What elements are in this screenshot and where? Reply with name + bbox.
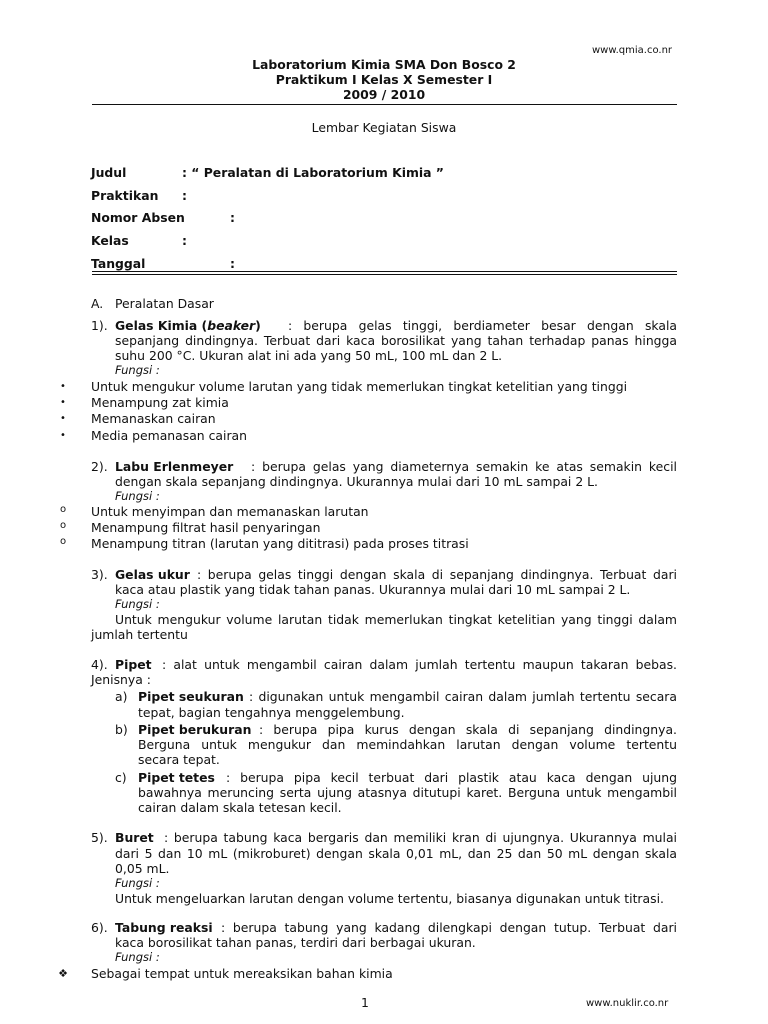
form-divider-top: [92, 271, 677, 272]
bullet-dot: •: [60, 381, 66, 392]
fungsi-label: Fungsi :: [115, 876, 160, 890]
sublist-label-a: a): [115, 689, 128, 704]
form-label-kelas: Kelas: [91, 233, 129, 248]
item-name-pipet: Pipet: [115, 657, 152, 672]
doc-subtitle: Lembar Kegiatan Siswa: [311, 120, 457, 135]
form-divider-bottom: [92, 274, 677, 275]
pipet-desc-line2: Jenisnya :: [91, 672, 151, 687]
tabung-desc-line2: kaca borosilikat tahan panas, terdiri dari berbagai ukuran.: [115, 935, 476, 950]
fungsi-label: Fungsi :: [115, 950, 160, 964]
buret-desc-line3: 0,05 mL.: [115, 861, 170, 876]
doc-title-line1: Laboratorium Kimia SMA Don Bosco 2: [252, 57, 516, 72]
pipet-c-line1: : berupa pipa kecil terbuat dari plastik atau kaca dengan ujung: [226, 770, 677, 785]
pipet-a-line1: : digunakan untuk mengambil cairan dalam jumlah tertentu secara: [249, 689, 677, 704]
fungsi-label: Fungsi :: [115, 363, 160, 377]
buret-desc-line2: dari 5 dan 10 mL (mikroburet) dengan skala 0,01 mL, dan 25 dan 50 mL dengan skala: [115, 846, 677, 861]
fungsi-label: Fungsi :: [115, 597, 160, 611]
page-number: 1: [361, 995, 369, 1010]
list-item: Menampung titran (larutan yang dititrasi) pada proses titrasi: [91, 536, 469, 551]
pipet-a-line2: tepat, bagian tengahnya menggelembung.: [138, 705, 405, 720]
doc-title-line3: 2009 / 2010: [342, 87, 426, 102]
item-number: 3).: [91, 567, 108, 582]
form-colon-kelas: :: [182, 233, 187, 248]
item-name-pipet-berukuran: Pipet berukuran: [138, 722, 252, 737]
item-name-pipet-seukuran: Pipet seukuran: [138, 689, 244, 704]
item-number: 5).: [91, 830, 108, 845]
site-url-top: www.qmia.co.nr: [592, 45, 673, 56]
bullet-circle: o: [59, 520, 67, 531]
gelas-desc-line2: sepanjang dindingnya. Terbuat dari kaca borosilikat yang tahan terhadap panas hingga: [115, 333, 677, 348]
fungsi-label: Fungsi :: [115, 489, 160, 503]
ukur-desc-line2: kaca atau plastik yang tidak tahan panas. Ukurannya mulai dari 10 mL sampai 2 L.: [115, 582, 631, 597]
sublist-label-c: c): [115, 770, 127, 785]
header-divider: [92, 104, 677, 105]
form-label-praktikan: Praktikan: [91, 188, 159, 203]
pipet-c-line2: bawahnya meruncing serta ujung atasnya ditutupi karet. Berguna untuk mengambil: [138, 785, 677, 800]
list-item: Memanaskan cairan: [91, 411, 216, 426]
item-name-buret: Buret: [115, 830, 154, 845]
pipet-b-line2: Berguna untuk mengukur dan memindahkan larutan dengan volume tertentu: [138, 737, 677, 752]
item-name-tabung-reaksi: Tabung reaksi: [115, 920, 213, 935]
labu-desc-line1: : berupa gelas yang diameternya semakin ke atas semakin kecil: [251, 459, 677, 474]
list-item: Sebagai tempat untuk mereaksikan bahan kimia: [91, 966, 393, 981]
bullet-circle: o: [59, 504, 67, 515]
item-name-gelas-ukur: Gelas ukur: [115, 567, 190, 582]
list-item: Media pemanasan cairan: [91, 428, 247, 443]
item-name-labu-erlenmeyer: Labu Erlenmeyer: [115, 459, 234, 474]
form-colon-tanggal: :: [230, 256, 235, 271]
item-name-gelas-kimia: Gelas Kimia (beaker): [115, 318, 261, 333]
form-colon-praktikan: :: [182, 188, 187, 203]
item-number: 4).: [91, 657, 108, 672]
pipet-b-line1: : berupa pipa kurus dengan skala di sepanjang dindingnya.: [259, 722, 677, 737]
pipet-c-line3: cairan dalam skala tetesan kecil.: [138, 800, 342, 815]
ukur-fungsi-line2: jumlah tertentu: [91, 627, 188, 642]
ukur-desc-line1: : berupa gelas tinggi dengan skala di sepanjang dindingnya. Terbuat dari: [197, 567, 677, 582]
ukur-fungsi-line1: Untuk mengukur volume larutan tidak memerlukan tingkat ketelitian yang tinggi dalam: [115, 612, 677, 627]
gelas-desc-line1: : berupa gelas tinggi, berdiameter besar dengan skala: [288, 318, 677, 333]
doc-title-line2: Praktikum I Kelas X Semester I: [275, 72, 493, 87]
site-url-bottom: www.nuklir.co.nr: [586, 998, 669, 1009]
section-letter: A.: [91, 296, 104, 311]
buret-desc-line1: : berupa tabung kaca bergaris dan memiliki kran di ujungnya. Ukurannya mulai: [164, 830, 677, 845]
labu-desc-line2: dengan skala sepanjang dindingnya. Ukurannya mulai dari 10 mL sampai 2 L.: [115, 474, 598, 489]
item-number: 1).: [91, 318, 108, 333]
list-item: Untuk menyimpan dan memanaskan larutan: [91, 504, 369, 519]
item-name-pipet-tetes: Pipet tetes: [138, 770, 215, 785]
sublist-label-b: b): [115, 722, 128, 737]
bullet-dot: •: [60, 413, 66, 424]
bullet-diamond: ❖: [58, 967, 68, 980]
tabung-desc-line1: : berupa tabung yang kadang dilengkapi dengan tutup. Terbuat dari: [221, 920, 677, 935]
bullet-dot: •: [60, 397, 66, 408]
list-item: Untuk mengukur volume larutan yang tidak memerlukan tingkat ketelitian yang tinggi: [91, 379, 628, 394]
item-number: 2).: [91, 459, 108, 474]
pipet-desc-line1: : alat untuk mengambil cairan dalam jumlah tertentu maupun takaran bebas.: [162, 657, 677, 672]
item-number: 6).: [91, 920, 108, 935]
form-label-absen: Nomor Absen: [91, 210, 185, 225]
bullet-circle: o: [59, 536, 67, 547]
gelas-desc-line3: suhu 200 °C. Ukuran alat ini ada yang 50 mL, 100 mL dan 2 L.: [115, 348, 503, 363]
form-label-judul: Judul: [91, 165, 127, 180]
section-title: Peralatan Dasar: [115, 296, 214, 311]
bullet-dot: •: [60, 430, 66, 441]
form-label-tanggal: Tanggal: [91, 256, 146, 271]
list-item: Menampung zat kimia: [91, 395, 229, 410]
form-value-judul: : “ Peralatan di Laboratorium Kimia ”: [182, 165, 444, 180]
buret-fungsi-line1: Untuk mengeluarkan larutan dengan volume tertentu, biasanya digunakan untuk titrasi.: [115, 891, 664, 906]
form-colon-absen: :: [230, 210, 235, 225]
list-item: Menampung filtrat hasil penyaringan: [91, 520, 321, 535]
pipet-b-line3: secara tepat.: [138, 752, 220, 767]
